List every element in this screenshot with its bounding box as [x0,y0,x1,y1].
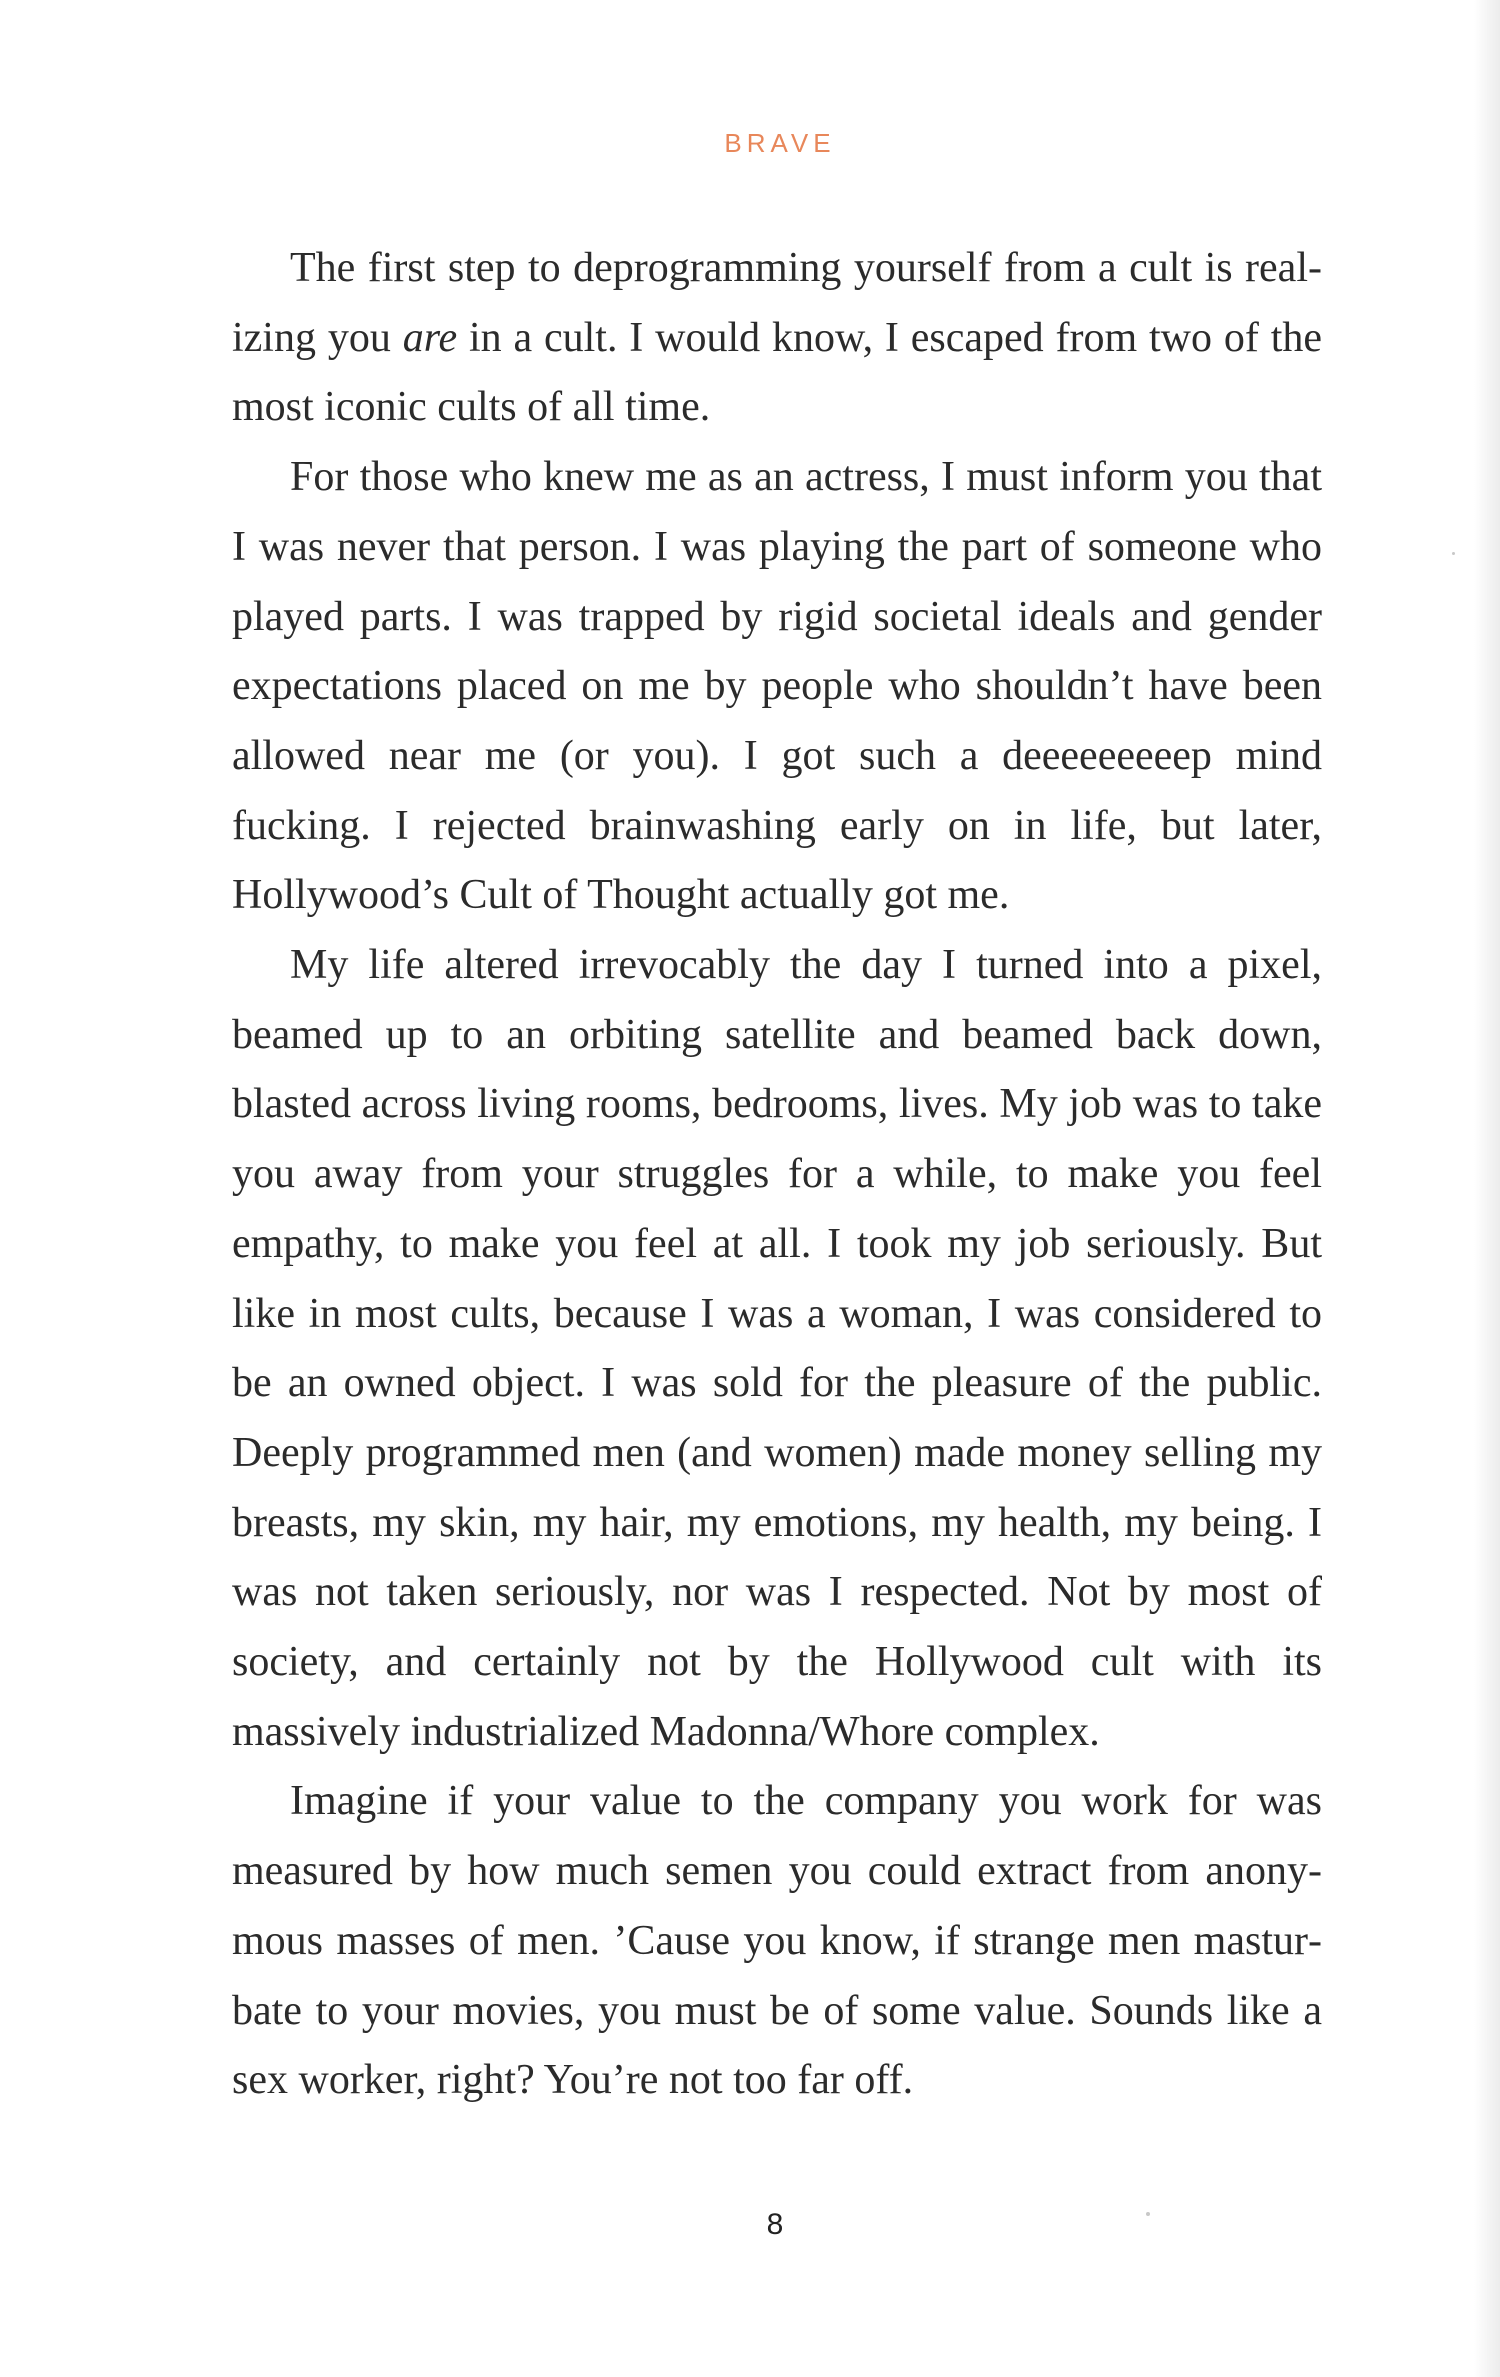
page-edge-shadow [1474,0,1500,2377]
paragraph-1 [232,234,1322,443]
paragraph-3 [232,931,1322,1767]
text-run: The first step to deprogramming yourself from a cult is realizing you [232,245,1322,361]
running-head: BRAVE [724,128,836,158]
emphasis-are: are [402,314,458,361]
scan-speck [1452,552,1455,555]
body-text [232,234,1322,2116]
text-run: For those who knew me as an actress, I must inform you that I was never that person. I was playing the part of someone who played parts. I was trapped by rigid societal ideals and gender expectations placed on me by people who shouldn’t have been allowed near me (or you). I got such a deeeeeeeeep mind fucking. I rejected brainwashing early on in life, but later, Hollywood’s Cult of Thought actually got me. [232,454,1322,919]
text-run: My life altered irrevocably the day I turned into a pixel, beamed up to an orbiting satellite and beamed back down, blasted across living rooms, bedrooms, lives. My job was to take you away from your struggles for a while, to make you feel empathy, to make you feel at all. I took my job seriously. But like in most cults, because I was a woman, I was considered to be an owned object. I was sold for the pleasure of the public. Deeply programmed men (and women) made money selling my breasts, my skin, my hair, my emotions, my health, my being. I was not taken seriously, nor was I respected. Not by most of society, and certainly not by the Hollywood cult with its massively industrialized Madonna/Whore complex. [232,942,1322,1755]
page-number: 8 [766,2208,784,2241]
text-run: Imagine if your value to the company you work for was measured by how much semen you could extract from anonymous masses of men. ’Cause you know, if strange men masturbate to your movies, you must be of some value. Sounds like a sex worker, right? You’re not too far off. [232,1778,1322,2104]
text-run: in a cult. I would know, I escaped from two of the most iconic cults of all time. [232,314,1323,431]
paragraph-4 [232,1767,1322,2116]
paragraph-2 [232,443,1322,931]
scan-speck [1146,2212,1150,2216]
